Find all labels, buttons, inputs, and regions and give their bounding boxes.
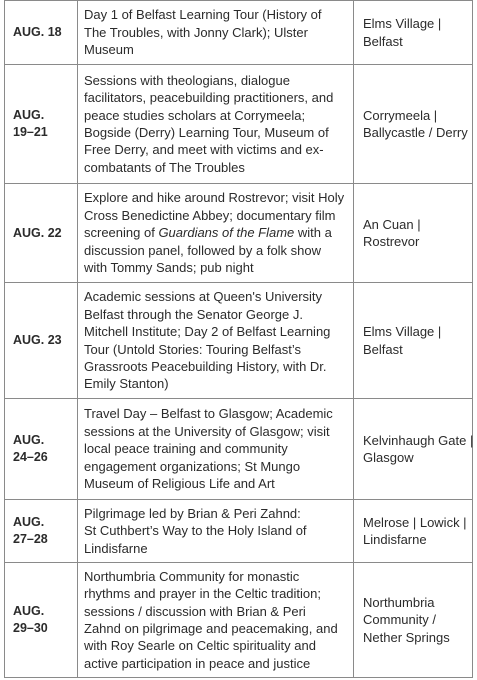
date-cell	[5, 65, 78, 184]
text-line: AUG. 22	[13, 225, 62, 240]
text-line: Explore and hike around Rostrevor; visit Holy	[84, 190, 345, 206]
text-line: Rostrevor	[363, 234, 420, 249]
description-cell	[78, 399, 354, 500]
text-line: Travel Day – Belfast to Glasgow; Academic	[84, 406, 333, 422]
table-row	[5, 184, 473, 283]
location-cell	[354, 399, 473, 500]
text-line: sessions at the University of Glasgow; visit	[84, 423, 330, 439]
description-cell	[78, 1, 354, 65]
text-line: Corrymeela |	[363, 107, 438, 123]
text-line: AUG. 18	[13, 25, 62, 39]
text-line: Bogside (Derry) Learning Tour, Museum of	[84, 125, 329, 140]
text-line: sessions / discussion with Brian & Peri	[84, 603, 306, 619]
text-line: AUG.	[13, 108, 45, 122]
text-line: An Cuan |	[363, 216, 421, 232]
table-row	[5, 500, 473, 563]
text-line: 29–30	[13, 621, 48, 635]
text-line: AUG. 23	[13, 333, 62, 347]
text-line: Belfast through the Senator George J.	[84, 306, 303, 322]
table-row	[5, 563, 473, 678]
date-cell	[5, 283, 78, 399]
description-cell	[78, 65, 354, 184]
location-cell	[354, 184, 473, 283]
text-line: Grassroots Peacebuilding History, with Dr.	[84, 358, 327, 374]
text-line: Community /	[363, 612, 436, 628]
text-line: Lindisfarne	[363, 532, 427, 547]
text-line: 19–21	[13, 125, 48, 139]
table-row	[5, 399, 473, 500]
text-line: Emily Stanton)	[84, 376, 169, 392]
text-line: Belfast	[363, 33, 403, 49]
text-line: AUG.	[13, 433, 45, 447]
text-line: Cross Benedictine Abbey; documentary film	[84, 207, 336, 223]
date-cell	[5, 500, 78, 563]
text-line: Tour (Untold Stories: Touring Belfast’s	[84, 341, 302, 357]
date-cell	[5, 1, 78, 65]
location-cell	[354, 500, 473, 563]
text-line: peace studies scholars at Corrymeela;	[84, 107, 306, 123]
text-line: active participation in peace and justice	[84, 655, 311, 671]
text-line: Northumbria Community for monastic	[84, 568, 300, 584]
text-line: discussion panel, followed by a folk show	[84, 242, 322, 258]
text-line: Elms Village |	[363, 16, 442, 32]
text-line: AUG.	[13, 604, 45, 618]
text-line: Northumbria	[363, 594, 435, 610]
description-cell	[78, 563, 354, 678]
text-line: Zahnd on pilgrimage and peacemaking, and	[84, 621, 338, 636]
text-line: Free Derry, and meet with victims and ex-	[84, 142, 324, 158]
text-line: rhythms and prayer in the Celtic tradition;	[84, 586, 321, 602]
text-line: Pilgrimage led by Brian & Peri Zahnd:	[84, 505, 301, 521]
text-line: local peace training and community	[84, 441, 288, 457]
date-cell	[5, 563, 78, 678]
table-row	[5, 65, 473, 184]
table-row	[5, 283, 473, 399]
date-cell	[5, 184, 78, 283]
text-line: Academic sessions at Queen's University	[84, 289, 323, 305]
text-line: The Troubles, with Jonny Clark); Ulster	[84, 24, 308, 40]
text-line: with a	[294, 225, 332, 241]
location-cell	[354, 1, 473, 65]
text-line: Kelvinhaugh Gate |	[363, 432, 474, 448]
text-line: Museum of Religious Life and Art	[84, 476, 275, 492]
text-line: with Tommy Sands; pub night	[84, 260, 254, 276]
text-line: Glasgow	[363, 450, 414, 465]
description-cell	[78, 184, 354, 283]
text-line: Sessions with theologians, dialogue	[84, 72, 290, 88]
date-cell	[5, 399, 78, 500]
text-line: Lindisfarne	[84, 540, 148, 556]
text-line: with Roy Searle on Celtic spirituality and	[84, 638, 316, 654]
text-line: Elms Village |	[363, 324, 442, 340]
location-cell	[354, 65, 473, 184]
text-line: screening of	[84, 225, 159, 241]
text-line: Belfast	[363, 341, 403, 357]
text-line: engagement organizations; St Mungo	[84, 458, 301, 474]
location-cell	[354, 283, 473, 399]
location-cell	[354, 563, 473, 678]
text-line: St Cuthbert’s Way to the Holy Island of	[84, 523, 307, 539]
text-line: Museum	[84, 42, 134, 58]
text-line: Ballycastle / Derry	[363, 125, 468, 140]
text-line: Nether Springs	[363, 629, 450, 645]
text-line: AUG.	[13, 515, 45, 529]
description-cell	[78, 283, 354, 399]
table-row	[5, 1, 473, 65]
text-line: Melrose | Lowick |	[363, 514, 467, 530]
film-title: Guardians of the Flame	[158, 225, 295, 241]
text-line: Day 1 of Belfast Learning Tour (History of	[84, 7, 322, 23]
description-cell	[78, 500, 354, 563]
itinerary-table	[4, 0, 473, 678]
text-line: combatants of The Troubles	[84, 159, 245, 175]
text-line: 24–26	[13, 450, 48, 464]
text-line: 27–28	[13, 532, 48, 546]
text-line: facilitators, peacebuilding practitioners, and	[84, 90, 334, 106]
text-line: Mitchell Institute; Day 2 of Belfast Learning	[84, 324, 331, 340]
